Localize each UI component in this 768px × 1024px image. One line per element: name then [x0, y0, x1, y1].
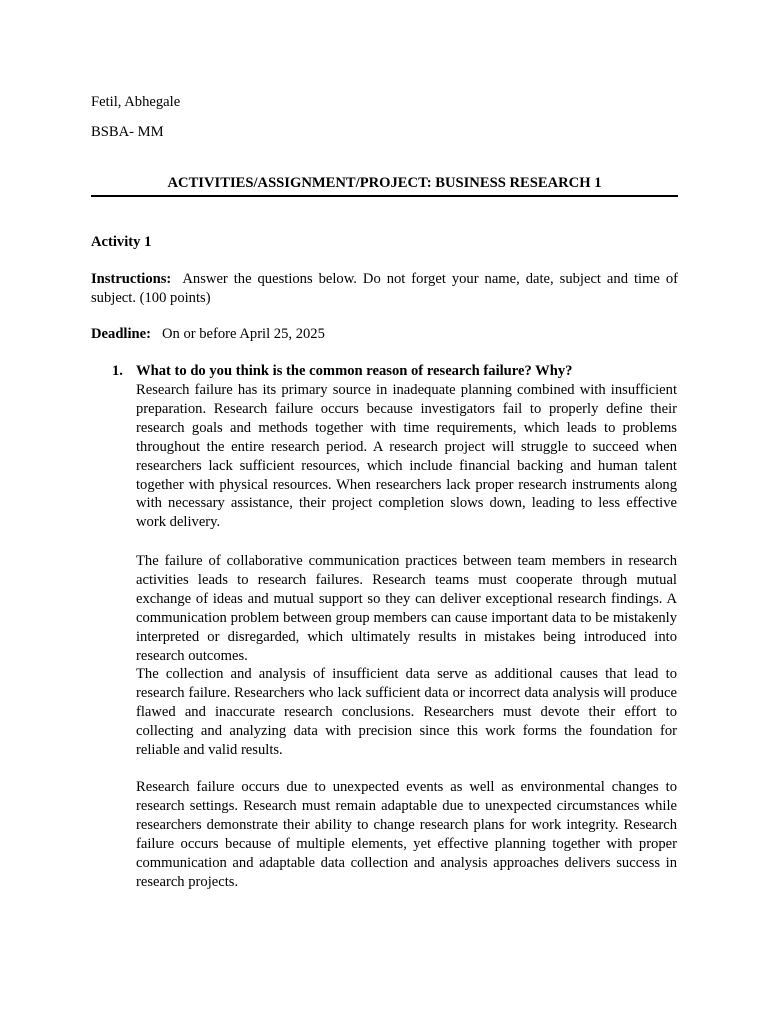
answer-paragraph: Research failure has its primary source in inadequate planning combined with insufficient preparation. Research failure occurs because investigators fail to properly define their research goals and methods together with time requirements, which leads to problems throughout the entire research period. A research project will struggle to succeed when researchers lack sufficient resources, which include financial backing and human talent together with physical resources. When researchers lack proper research instruments along with necessary assistance, their project completion slows down, leading to less effective work delivery. — [136, 382, 677, 531]
instructions — [91, 270, 678, 308]
answer-paragraph: The collection and analysis of insufficient data serve as additional causes that lead to research failure. Researchers who lack sufficient data or incorrect data analysis will produce flawed and inaccurate research conclusions. Researchers must devote their effort to collecting and analyzing data with precision since this work forms the foundation for reliable and valid results. — [136, 666, 677, 758]
deadline-text: On or before April 25, 2025 — [161, 326, 325, 342]
student-name: Fetil, Abhegale — [91, 94, 181, 110]
deadline-label: Deadline: — [91, 326, 151, 342]
instructions-text: Answer the questions below. Do not forget your name, date, subject and time of subject. (100 points) — [91, 271, 678, 306]
activity-heading: Activity 1 — [91, 234, 152, 250]
title-divider — [91, 195, 678, 197]
question-number: 1. — [112, 363, 123, 379]
document-title: ACTIVITIES/ASSIGNMENT/PROJECT: BUSINESS RESEARCH 1 — [167, 175, 602, 191]
deadline — [91, 326, 325, 343]
answer-paragraph: Research failure occurs due to unexpected events as well as environmental changes to research settings. Research must remain adaptable due to unexpected circumstances while researchers demonstrate their ability to change research plans for work integrity. Research failure occurs because of multiple elements, yet effective planning together with proper communication and adaptable data collection and analysis approaches delivers success in research projects. — [136, 779, 677, 890]
question-text: What to do you think is the common reason of research failure? Why? — [136, 363, 573, 379]
instructions-label: Instructions: — [91, 271, 172, 287]
course-label: BSBA- MM — [91, 124, 164, 140]
answer-paragraph: The failure of collaborative communication practices between team members in research activities leads to research failures. Research teams must cooperate through mutual exchange of ideas and mutual support so they can deliver exceptional research findings. A communication problem between group members can cause important data to be mistakenly interpreted or disregarded, which ultimately results in mistakes being introduced into research outcomes. — [136, 553, 677, 664]
